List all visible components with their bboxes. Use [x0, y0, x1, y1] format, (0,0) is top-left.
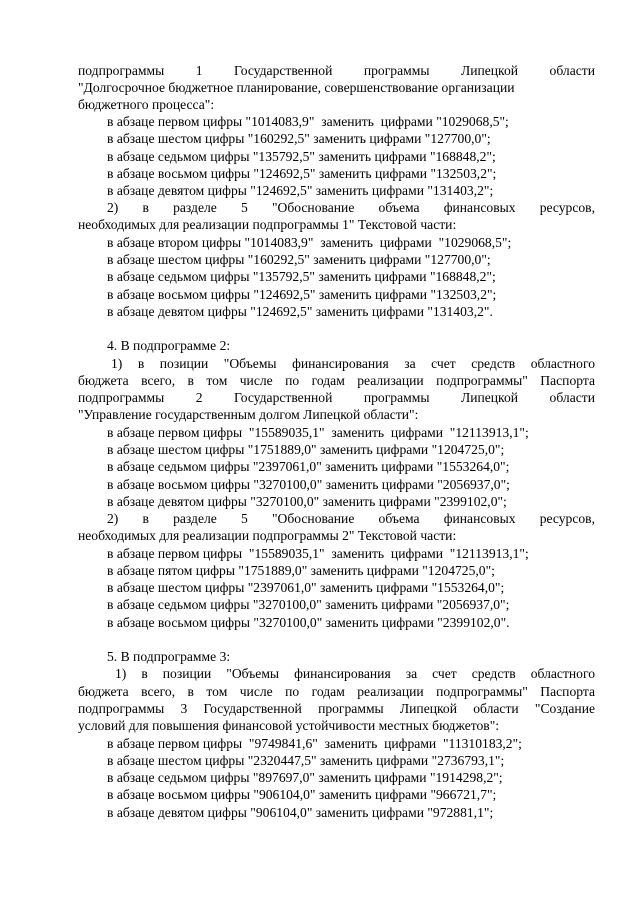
paragraph-line: бюджета всего, в том числе по годам реализации подпрограммы" Паспорта	[78, 684, 595, 699]
paragraph-line: бюджета всего, в том числе по годам реализации подпрограммы" Паспорта	[78, 373, 595, 388]
list-item: в абзаце седьмом цифры "3270100,0" заменить цифрами "2056937,0";	[107, 597, 510, 612]
paragraph-line: 1) в позиции "Объемы финансирования за счет средств областного	[115, 666, 595, 681]
list-item: в абзаце шестом цифры "1751889,0" заменить цифрами "1204725,0";	[107, 442, 505, 457]
list-item: в абзаце первом цифры "9749841,6" заменить цифрами "11310183,2";	[107, 736, 522, 751]
list-item: в абзаце седьмом цифры "135792,5" заменить цифрами "168848,2";	[107, 269, 496, 284]
list-item: в абзаце втором цифры "1014083,9" заменить цифрами "1029068,5";	[107, 235, 512, 250]
paragraph-line: условий для повышения финансовой устойчивости местных бюджетов":	[78, 718, 500, 733]
list-item: в абзаце первом цифры "1014083,9" заменить цифрами "1029068,5";	[107, 114, 509, 129]
list-item: в абзаце девятом цифры "124692,5" заменить цифрами "131403,2";	[107, 183, 494, 198]
section-heading: 4. В подпрограмме 2:	[107, 338, 231, 353]
paragraph-line: 2) в разделе 5 "Обоснование объема финансовых ресурсов,	[107, 511, 595, 526]
list-item: в абзаце восьмом цифры "3270100,0" заменить цифрами "2399102,0".	[107, 615, 510, 630]
paragraph-line: необходимых для реализации подпрограммы 2" Текстовой части:	[78, 528, 457, 543]
section-heading: 5. В подпрограмме 3:	[107, 649, 231, 664]
paragraph-line: необходимых для реализации подпрограммы 1" Текстовой части:	[78, 217, 457, 232]
list-item: в абзаце шестом цифры "160292,5" заменить цифрами "127700,0";	[107, 252, 491, 267]
list-item: в абзаце шестом цифры "2320447,5" заменить цифрами "2736793,1";	[107, 753, 505, 768]
paragraph-line: "Долгосрочное бюджетное планирование, совершенствование организации	[78, 80, 515, 95]
list-item: в абзаце первом цифры "15589035,1" заменить цифрами "12113913,1";	[107, 546, 529, 561]
list-item: в абзаце шестом цифры "160292,5" заменить цифрами "127700,0";	[107, 131, 491, 146]
list-item: в абзаце восьмом цифры "124692,5" заменить цифрами "132503,2";	[107, 166, 497, 181]
paragraph-line: подпрограммы 1 Государственной программы Липецкой области	[78, 63, 595, 78]
list-item: в абзаце восьмом цифры "3270100,0" заменить цифрами "2056937,0";	[107, 477, 510, 492]
paragraph-line: 1) в позиции "Объемы финансирования за счет средств областного	[111, 356, 595, 371]
list-item: в абзаце восьмом цифры "906104,0" заменить цифрами "966721,7";	[107, 787, 497, 802]
paragraph-line: "Управление государственным долгом Липецкой области":	[78, 407, 419, 422]
paragraph-line: подпрограммы 3 Государственной программы Липецкой области "Создание	[78, 701, 595, 716]
list-item: в абзаце девятом цифры "3270100,0" заменить цифрами "2399102,0";	[107, 494, 507, 509]
paragraph-line: бюджетного процесса":	[78, 97, 215, 112]
list-item: в абзаце шестом цифры "2397061,0" заменить цифрами "1553264,0";	[107, 580, 505, 595]
list-item: в абзаце восьмом цифры "124692,5" заменить цифрами "132503,2";	[107, 287, 497, 302]
list-item: в абзаце девятом цифры "906104,0" заменить цифрами "972881,1";	[107, 805, 494, 820]
list-item: в абзаце девятом цифры "124692,5" заменить цифрами "131403,2".	[107, 304, 493, 319]
list-item: в абзаце пятом цифры "1751889,0" заменить цифрами "1204725,0";	[107, 563, 495, 578]
list-item: в абзаце седьмом цифры "897697,0" заменить цифрами "1914298,2";	[107, 770, 503, 785]
list-item: в абзаце первом цифры "15589035,1" заменить цифрами "12113913,1";	[107, 425, 529, 440]
paragraph-line: подпрограммы 2 Государственной программы Липецкой области	[78, 390, 595, 405]
list-item: в абзаце седьмом цифры "135792,5" заменить цифрами "168848,2";	[107, 149, 496, 164]
list-item: в абзаце седьмом цифры "2397061,0" заменить цифрами "1553264,0";	[107, 459, 510, 474]
paragraph-line: 2) в разделе 5 "Обоснование объема финансовых ресурсов,	[107, 200, 595, 215]
